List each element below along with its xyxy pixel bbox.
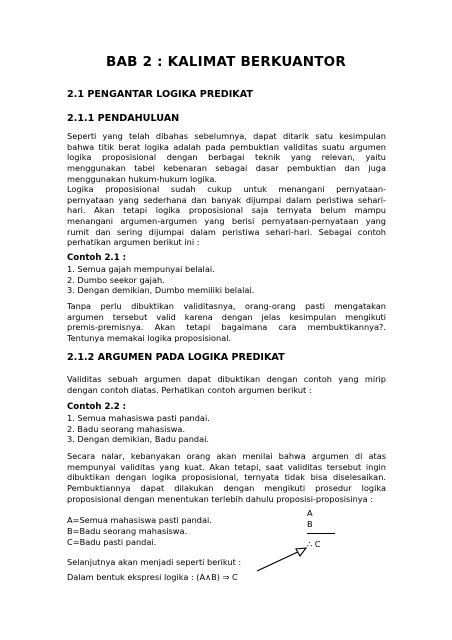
paragraph-line: dengan contoh diatas. Perhatikan contoh argumen berikut :: [67, 384, 312, 395]
paragraph-4: [67, 374, 386, 395]
paragraph-line: premis-premisnya. Akan tetapi bagaimana cara membuktikannya?.: [67, 322, 386, 333]
paragraph-line: menangani argumen-argumen yang berisi pernyataan-pernyataan yang: [67, 216, 386, 227]
paragraph-line: proposisional dengan menentukan terlebih dahulu proposisi-proposisinya :: [67, 493, 374, 504]
paragraph-line: Logika proposisional sudah cukup untuk menangani pernyataan-: [67, 184, 386, 194]
paragraph-2: [67, 184, 386, 248]
paragraph-line: Tanpa perlu dibuktikan validitasnya, orang-orang pasti mengatakan: [67, 301, 386, 311]
list-item: 2. Badu seorang mahasiswa.: [67, 423, 186, 434]
definition-b: B=Badu seorang mahasiswa.: [67, 526, 188, 536]
paragraph-3: [67, 301, 386, 344]
paragraph-line: dibuktikan dengan logika proposisional, ternyata tidak bisa diselesaikan.: [67, 472, 386, 483]
chapter-title: BAB 2 : KALIMAT BERKUANTOR: [106, 54, 346, 70]
next-line: Selanjutnya akan menjadi seperti berikut :: [67, 557, 242, 567]
example-2-list: [67, 413, 210, 445]
paragraph-line: Seperti yang telah dibahas sebelumnya, dapat ditarik satu kesimpulan: [67, 131, 386, 141]
example-2-title: Contoh 2.2 :: [67, 402, 127, 412]
premise-a: A: [307, 508, 313, 518]
arrow-icon: [254, 544, 310, 574]
paragraph-line: menggunakan tabel kebenaran sebagai dasar pembuktian dan juga: [67, 163, 386, 174]
list-item: 1. Semua gajah mempunyai belalai.: [67, 264, 215, 274]
paragraph-line: Tentunya memakai logika proposisional.: [67, 333, 232, 344]
paragraph-line: menggunakan hukum-hukum logika.: [67, 173, 217, 184]
premise-b: B: [307, 519, 313, 529]
paragraph-line: argumen tersebut valid karena dengan jelas kesimpulan mengikuti: [67, 311, 386, 322]
paragraph-line: Pembuktiannya dapat dilakukan dengan mengikuti prosedur logika: [67, 483, 386, 494]
paragraph-line: pernyataan yang sederhana dan banyak dijumpai dalam peristiwa sehari-: [67, 194, 386, 205]
paragraph-line: Validitas sebuah argumen dapat dibuktikan dengan contoh yang mirip: [67, 374, 386, 384]
argument-conclusion: ∴ C: [307, 539, 321, 549]
list-item: 3. Dengan demikian, Badu pandai.: [67, 434, 209, 445]
section-heading-2-1-2: 2.1.2 ARGUMEN PADA LOGIKA PREDIKAT: [67, 352, 285, 363]
section-heading-2-1: 2.1 PENGANTAR LOGIKA PREDIKAT: [67, 89, 253, 100]
definition-c: C=Badu pasti pandai.: [67, 537, 157, 547]
paragraph-5: [67, 451, 386, 504]
logic-expression-line: Dalam bentuk ekspresi logika : (A∧B) ⇒ C: [67, 572, 238, 582]
definition-a: A=Semua mahasiswa pasti pandai.: [67, 515, 212, 525]
paragraph-1: [67, 131, 386, 184]
argument-rule-line: [307, 533, 335, 534]
example-1-list: [67, 264, 254, 296]
paragraph-line: logika proposisional dengan berbagai teknik yang relevan, yaitu: [67, 152, 386, 163]
list-item: 3. Dengan demikian, Dumbo memiliki belalai.: [67, 285, 255, 296]
paragraph-line: mempunyai validitas yang kuat. Akan tetapi, saat validitas tersebut ingin: [67, 461, 386, 472]
section-heading-2-1-1: 2.1.1 PENDAHULUAN: [67, 113, 180, 124]
paragraph-line: perhatikan argumen berikut ini :: [67, 237, 200, 248]
paragraph-line: Secara nalar, kebanyakan orang akan menilai bahwa argumen di atas: [67, 451, 386, 461]
paragraph-line: rumit dan sering dijumpai dalam peristiwa sehari-hari. Sebagai contoh: [67, 226, 386, 237]
paragraph-line: bahwa titik berat logika adalah pada pembuktian validitas suatu argumen: [67, 141, 386, 152]
example-1-title: Contoh 2.1 :: [67, 253, 127, 263]
paragraph-line: hari. Akan tetapi logika proposisional saja ternyata belum mampu: [67, 205, 386, 216]
list-item: 1. Semua mahasiswa pasti pandai.: [67, 413, 210, 423]
list-item: 2. Dumbo seekor gajah.: [67, 274, 165, 285]
